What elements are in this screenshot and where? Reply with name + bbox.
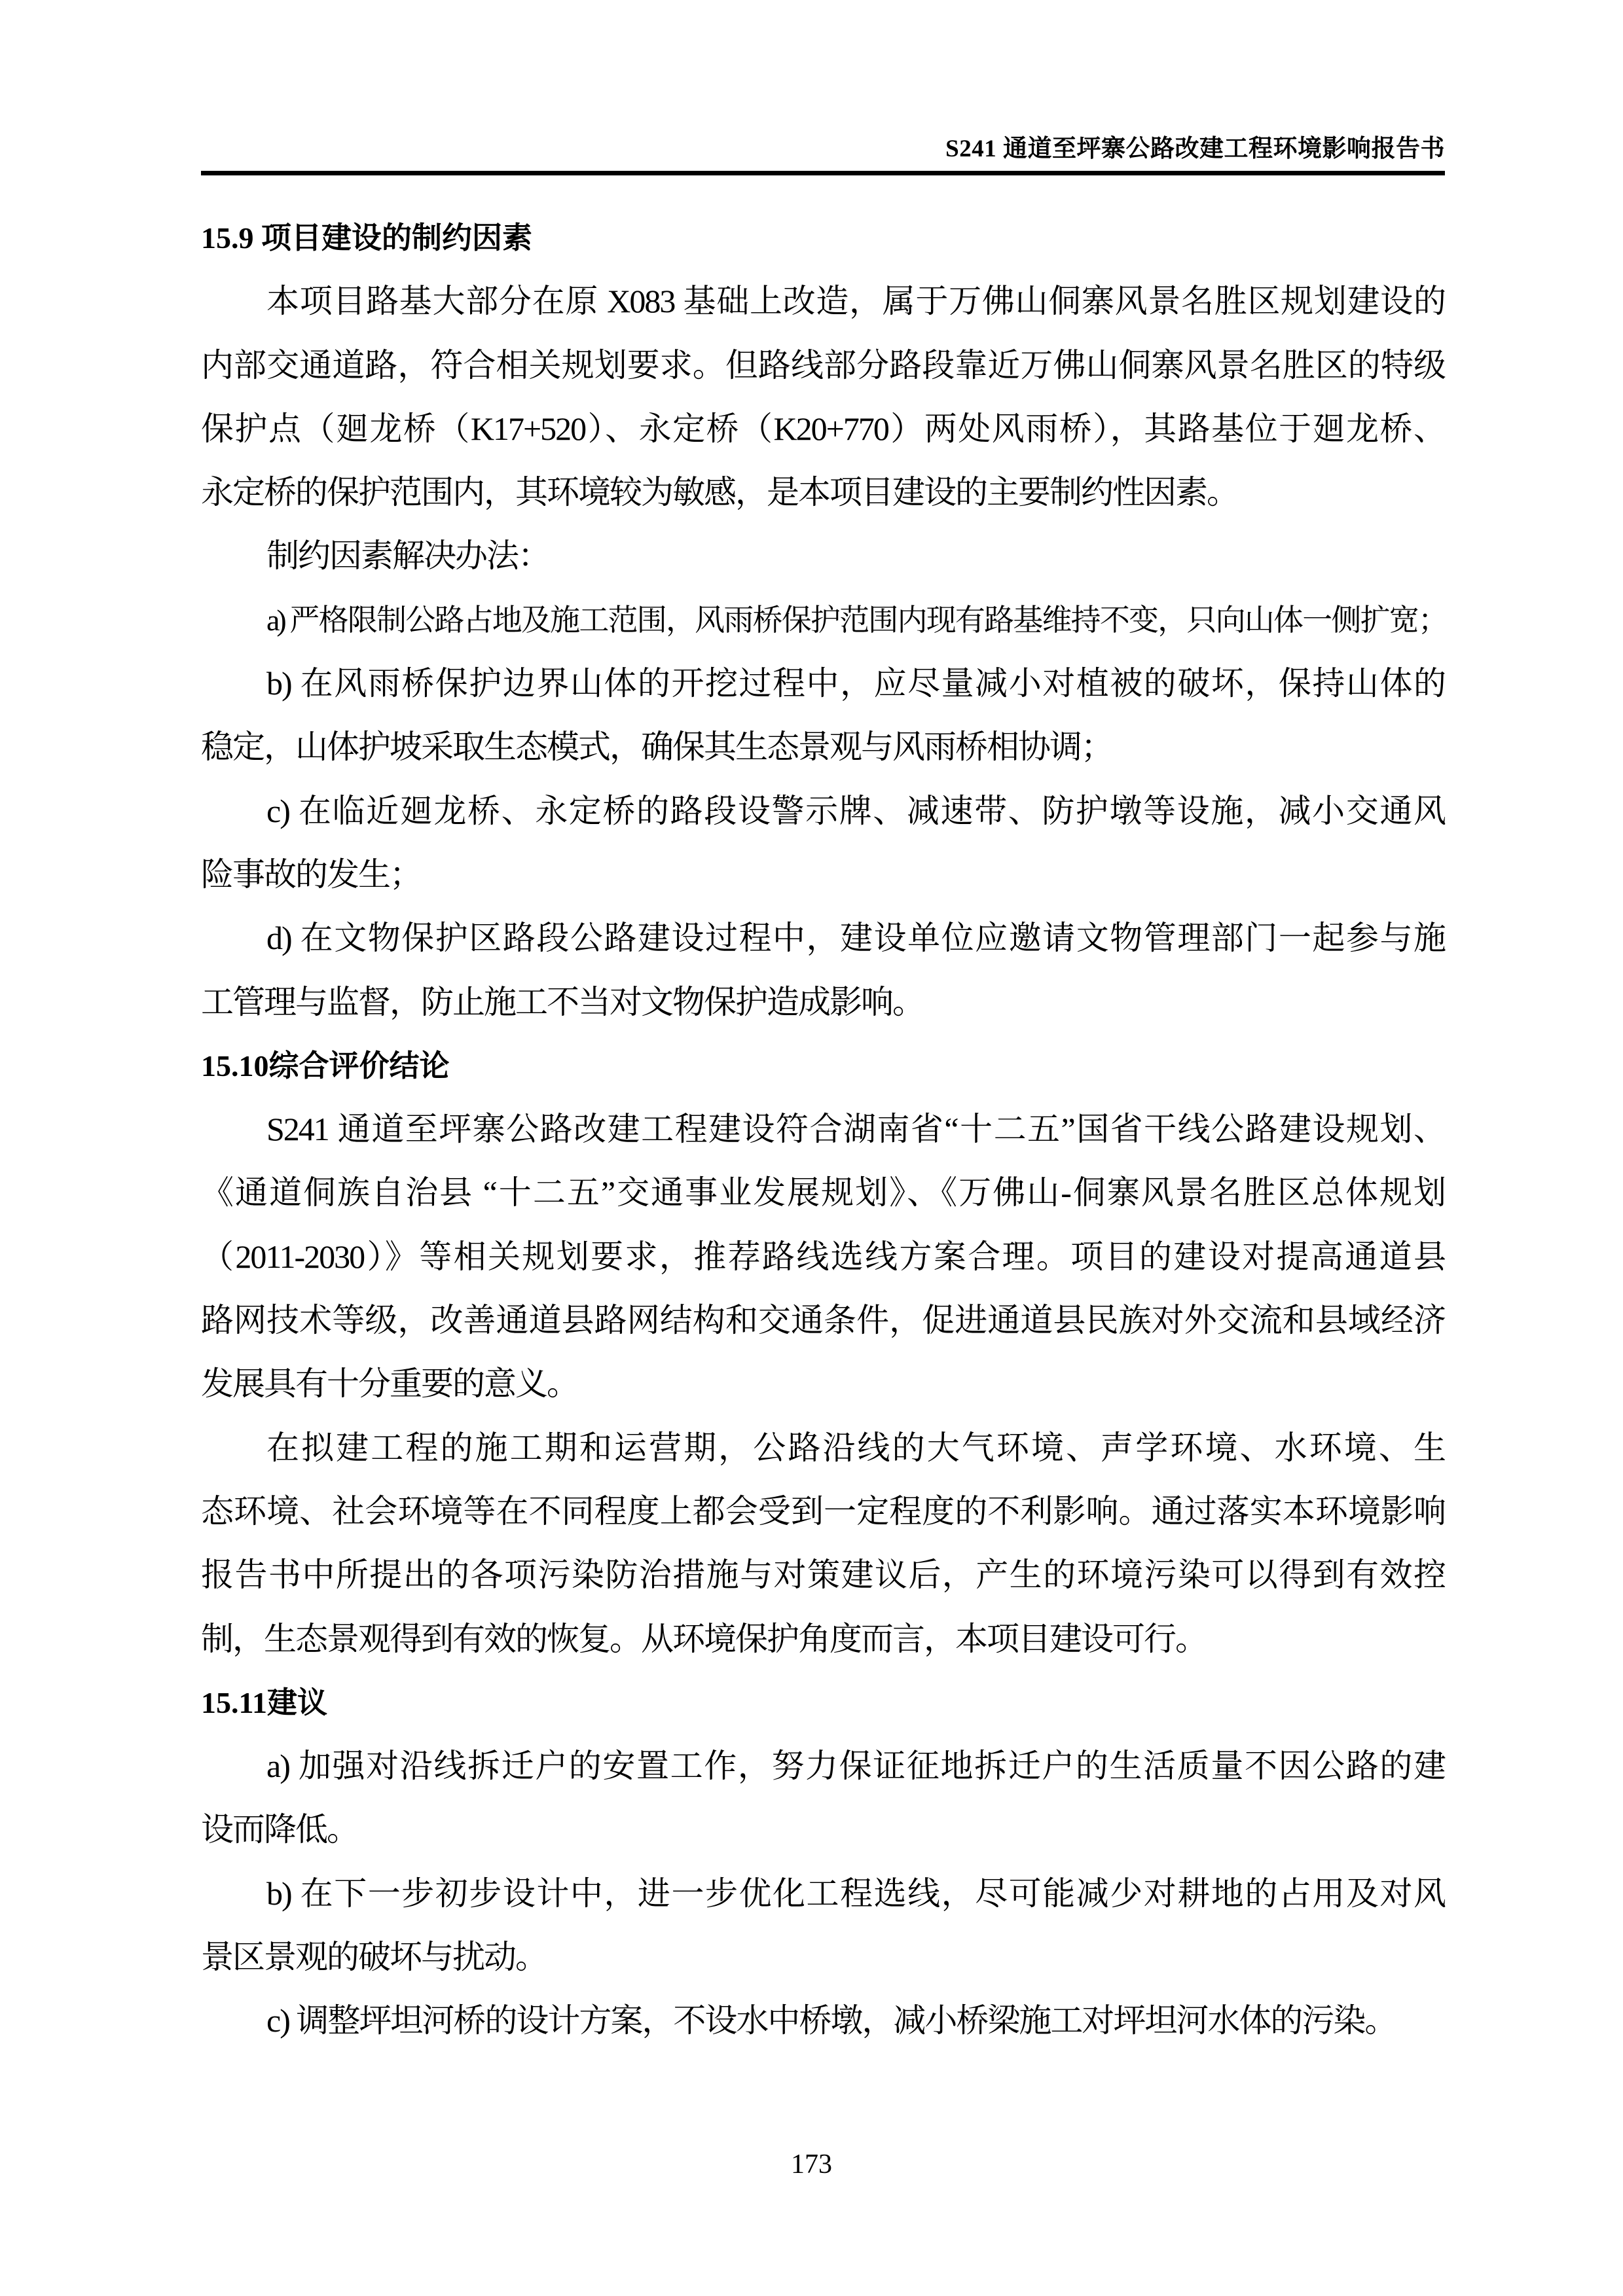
text-line: 发展具有十分重要的意义。 [201,1365,578,1403]
text-line: 本项目路基大部分在原 X083 基础上改造，属于万佛山侗寨风景名胜区规划建设的 [266,283,1445,320]
section-heading-15-9 [201,206,1445,270]
section-heading-15-11 [201,1671,1445,1734]
text-line: 保护点（廻龙桥（K17+520）、永定桥（K20+770）两处风雨桥），其路基位于廻龙桥、 [201,410,1445,447]
list-item-a: a) 严格限制公路占地及施工范围，风雨桥保护范围内现有路基维持不变，只向山体一侧扩宽； [266,603,1445,637]
text-line: 《通道侗族自治县 “十二五”交通事业发展规划》、《万佛山-侗寨风景名胜区总体规划 [201,1174,1445,1211]
list-item-a: a) 加强对沿线拆迁户的安置工作，努力保证征地拆迁户的生活质量不因公路的建 [266,1748,1445,1785]
report-header-title: S241 通道至坪寨公路改建工程环境影响报告书 [945,135,1445,162]
text-line: （2011-2030）》等相关规划要求，推荐路线选线方案合理。项目的建设对提高通道县 [201,1238,1445,1275]
document-body [201,206,1445,2053]
text-line: 报告书中所提出的各项污染防治措施与对策建议后，产生的环境污染可以得到有效控 [201,1556,1445,1594]
page-number: 173 [791,2149,832,2179]
section-number: 15.11 [201,1685,267,1719]
section-number: 15.9 [201,221,261,255]
text-line: 路网技术等级，改善通道县路网结构和交通条件，促进通道县民族对外交流和县域经济 [201,1302,1445,1339]
text-line: 内部交通道路，符合相关规划要求。但路线部分路段靠近万佛山侗寨风景名胜区的特级 [201,346,1445,384]
list-item-c: c) 调整坪坦河桥的设计方案，不设水中桥墩，减小桥梁施工对坪坦河水体的污染。 [266,2002,1396,2039]
text-line: 永定桥的保护范围内，其环境较为敏感，是本项目建设的主要制约性因素。 [201,474,1238,511]
list-item-c: c) 在临近廻龙桥、永定桥的路段设警示牌、减速带、防护墩等设施，减小交通风 [266,792,1445,829]
list-item-b: b) 在风雨桥保护边界山体的开挖过程中，应尽量减小对植被的破坏，保持山体的 [266,665,1445,702]
list-item-d: d) 在文物保护区路段公路建设过程中，建设单位应邀请文物管理部门一起参与施 [266,920,1445,957]
text-line: 稳定，山体护坡采取生态模式，确保其生态景观与风雨桥相协调； [201,728,1112,766]
text-line: 险事故的发生； [201,855,421,893]
text-line: S241 通道至坪寨公路改建工程建设符合湖南省“十二五”国省干线公路建设规划、 [266,1111,1445,1148]
section-title: 综合评价结论 [268,1048,450,1083]
section-title: 项目建设的制约因素 [261,221,532,255]
section-heading-15-10 [201,1034,1445,1098]
text-line: 设而降低。 [201,1811,358,1848]
text-line: 工管理与监督，防止施工不当对文物保护造成影响。 [201,983,924,1020]
section-title: 建议 [266,1685,327,1719]
text-line: 制约因素解决办法： [266,537,549,575]
text-line: 态环境、社会环境等在不同程度上都会受到一定程度的不利影响。通过落实本环境影响 [201,1492,1445,1530]
text-line: 在拟建工程的施工期和运营期，公路沿线的大气环境、声学环境、水环境、生 [266,1429,1445,1466]
text-line: 制，生态景观得到有效的恢复。从环境保护角度而言，本项目建设可行。 [201,1620,1207,1657]
header-divider-rule [201,171,1445,175]
section-number: 15.10 [201,1049,269,1083]
list-item-b: b) 在下一步初步设计中，进一步优化工程选线，尽可能减少对耕地的占用及对风 [266,1874,1445,1912]
text-line: 景区景观的破坏与扰动。 [201,1939,547,1976]
